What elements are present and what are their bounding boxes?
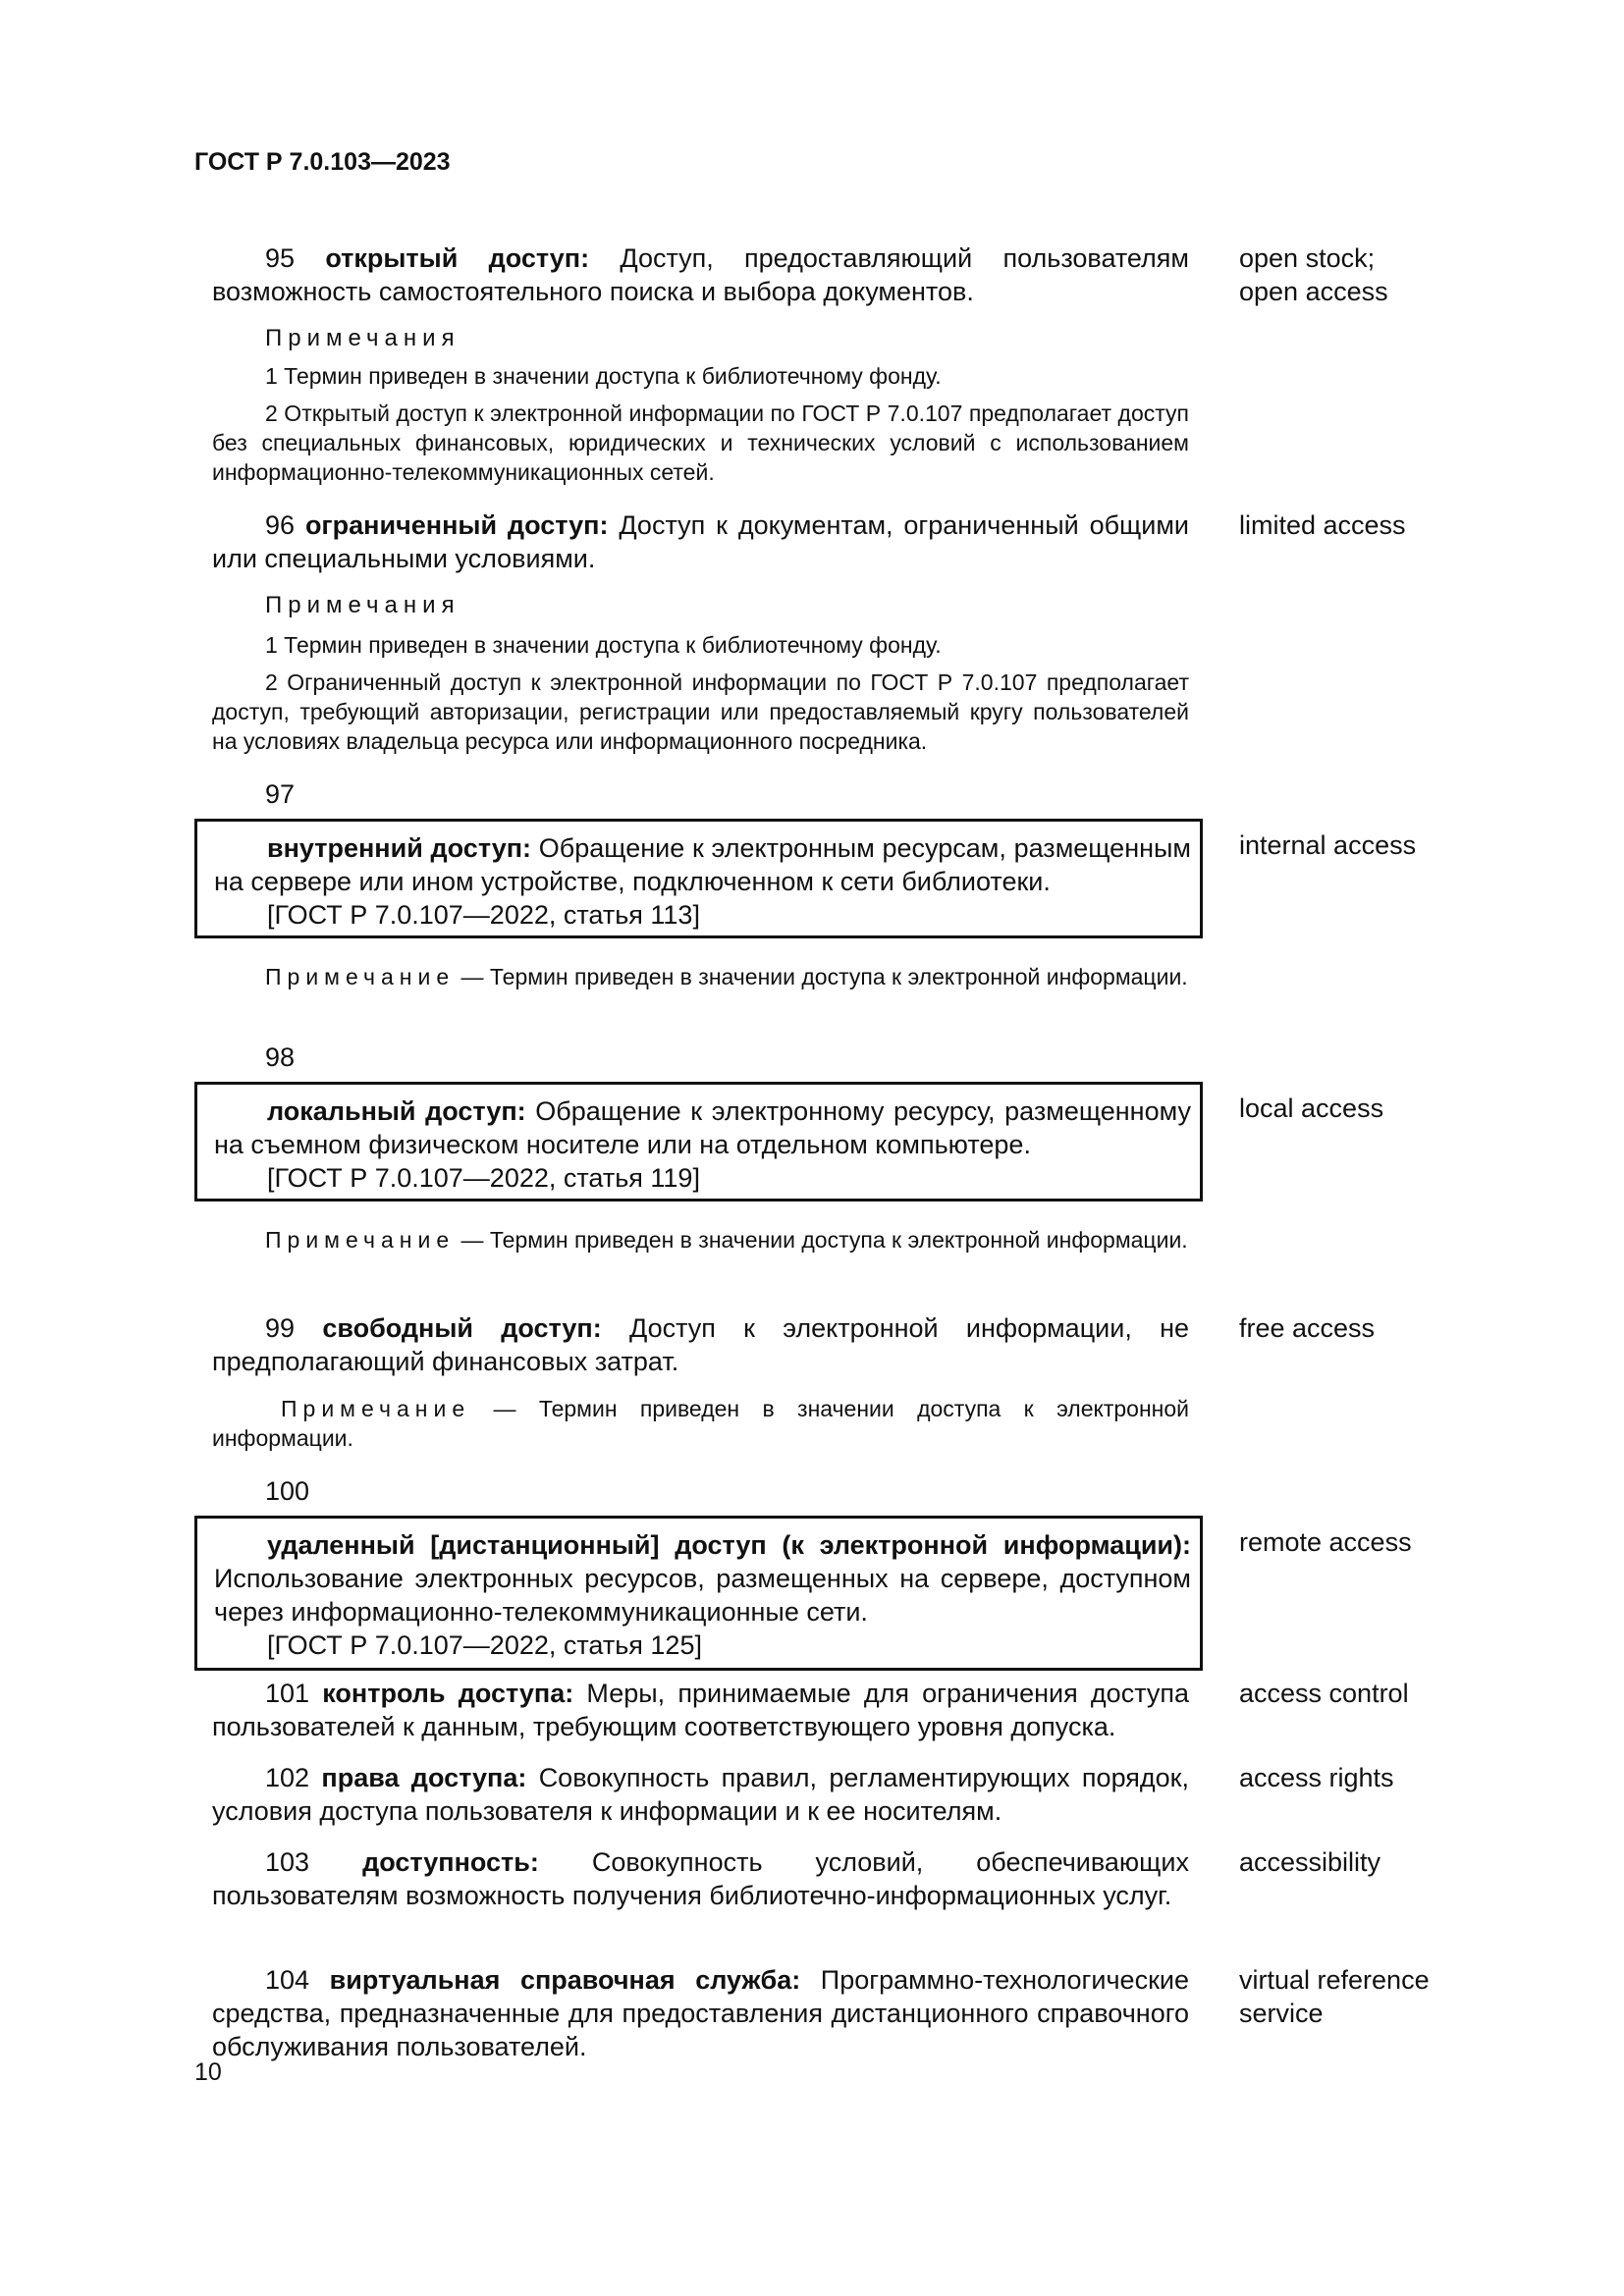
term-definition: Доступ к документам, ограниченный общими или специальными условиями. (212, 510, 1189, 573)
term-98 (214, 1095, 1191, 1161)
term-title: виртуальная справочная служба: (329, 1965, 801, 1995)
english-equivalent-101: access control (1239, 1679, 1409, 1708)
note-2: 2 Ограниченный доступ к электронной информации по ГОСТ Р 7.0.107 предполагает доступ, требующий авторизации, регистрации или предоставляемый кругу пользователей на условиях владельца ресурса или информационного посредника. (212, 669, 1189, 754)
note-2: 2 Открытый доступ к электронной информации по ГОСТ Р 7.0.107 предполагает доступ без специальных финансовых, юридических и технических условий с использованием информационно-телекоммуникационных сетей. (212, 400, 1189, 485)
term-definition: Совокупность условий, обеспечивающих пользователям возможность получения библиотечно-информационных услуг. (212, 1847, 1189, 1910)
term-95 (212, 241, 1189, 308)
term-number: 103 (265, 1847, 310, 1877)
term-definition: Обращение к электронному ресурсу, размещенному на съемном физическом носителе или на отдельном компьютере. (214, 1096, 1191, 1159)
note-1: 1 Термин приведен в значении доступа к библиотечному фонду. (265, 632, 942, 658)
term-box-98 (194, 1082, 1203, 1201)
term-number: 99 (265, 1313, 296, 1343)
note-98 (212, 1225, 1189, 1255)
note-1: 1 Термин приведен в значении доступа к библиотечному фонду. (265, 363, 942, 389)
term-source: [ГОСТ Р 7.0.107—2022, статья 125] (267, 1630, 702, 1660)
notes-heading: Примечания (265, 325, 460, 351)
term-title: права доступа: (321, 1763, 527, 1792)
english-equivalent-96: limited access (1239, 510, 1406, 540)
term-number: 101 (265, 1679, 310, 1708)
term-definition: Доступ, предоставляющий пользователям возможность самостоятельного поиска и выбора документов. (212, 243, 1189, 306)
english-equivalent-102: access rights (1239, 1763, 1394, 1792)
term-title: локальный доступ: (267, 1096, 526, 1126)
note-text: — Термин приведен в значении доступа к электронной информации. (460, 1227, 1188, 1253)
term-source: [ГОСТ Р 7.0.107—2022, статья 119] (267, 1163, 700, 1193)
term-definition: Обращение к электронным ресурсам, размещенным на сервере или ином устройстве, подключенном к сети библиотеки. (214, 833, 1191, 896)
term-title: внутренний доступ: (267, 833, 532, 863)
term-title: контроль доступа: (322, 1679, 574, 1708)
term-104 (212, 1963, 1189, 2063)
english-equivalent-98: local access (1239, 1094, 1384, 1123)
term-number: 95 (265, 243, 296, 273)
term-99 (212, 1311, 1189, 1378)
term-definition: Меры, принимаемые для ограничения доступа пользователей к данным, требующим соответствующего уровня допуска. (212, 1679, 1189, 1741)
english-equivalent-99: free access (1239, 1313, 1376, 1343)
term-title: ограниченный доступ: (304, 510, 609, 540)
term-96 (212, 508, 1189, 575)
term-title: свободный доступ: (322, 1313, 602, 1343)
english-equivalent-103: accessibility (1239, 1847, 1381, 1877)
term-number-100: 100 (265, 1476, 310, 1506)
term-definition: Использование электронных ресурсов, размещенных на сервере, доступном через информационно-телекоммуникационные сети. (214, 1564, 1191, 1627)
term-box-97 (194, 819, 1203, 938)
term-97 (214, 831, 1191, 898)
term-definition: Программно-технологические средства, предназначенные для предоставления дистанционного справочного обслуживания пользователей. (212, 1965, 1189, 2061)
term-100 (214, 1528, 1191, 1629)
term-number-97: 97 (265, 779, 296, 809)
term-title: доступность: (362, 1847, 539, 1877)
term-number: 102 (265, 1763, 310, 1792)
note-97 (212, 962, 1189, 991)
note-text: — Термин приведен в значении доступа к электронной информации. (212, 1396, 1189, 1451)
term-number: 96 (265, 510, 296, 540)
page-number: 10 (194, 2058, 222, 2086)
english-equivalent-104: virtual reference service (1239, 1965, 1430, 2028)
term-103 (212, 1845, 1189, 1912)
term-box-100 (194, 1516, 1203, 1671)
notes-heading: Примечания (265, 592, 460, 618)
note-label: Примечание (265, 964, 456, 989)
term-101 (212, 1677, 1189, 1743)
term-source: [ГОСТ Р 7.0.107—2022, статья 113] (267, 900, 700, 930)
note-label: Примечание (265, 1227, 456, 1253)
term-number: 104 (265, 1965, 310, 1995)
term-definition: Совокупность правил, регламентирующих порядок, условия доступа пользователя к информации и к ее носителям. (212, 1763, 1189, 1826)
term-title: удаленный [дистанционный] доступ (к электронной информации): (267, 1530, 1191, 1560)
document-header: ГОСТ Р 7.0.103—2023 (194, 148, 451, 176)
term-definition: Доступ к электронной информации, не предполагающий финансовых затрат. (212, 1313, 1190, 1376)
term-number-98: 98 (265, 1042, 296, 1072)
term-title: открытый доступ: (325, 243, 590, 273)
term-102 (212, 1761, 1189, 1828)
english-equivalent-95: open stock; open access (1239, 243, 1388, 306)
english-equivalent-97: internal access (1239, 830, 1417, 860)
note-text: — Термин приведен в значении доступа к электронной информации. (460, 964, 1188, 989)
note-99 (212, 1394, 1189, 1453)
english-equivalent-100: remote access (1239, 1527, 1412, 1557)
note-label: Примечание (281, 1396, 471, 1421)
